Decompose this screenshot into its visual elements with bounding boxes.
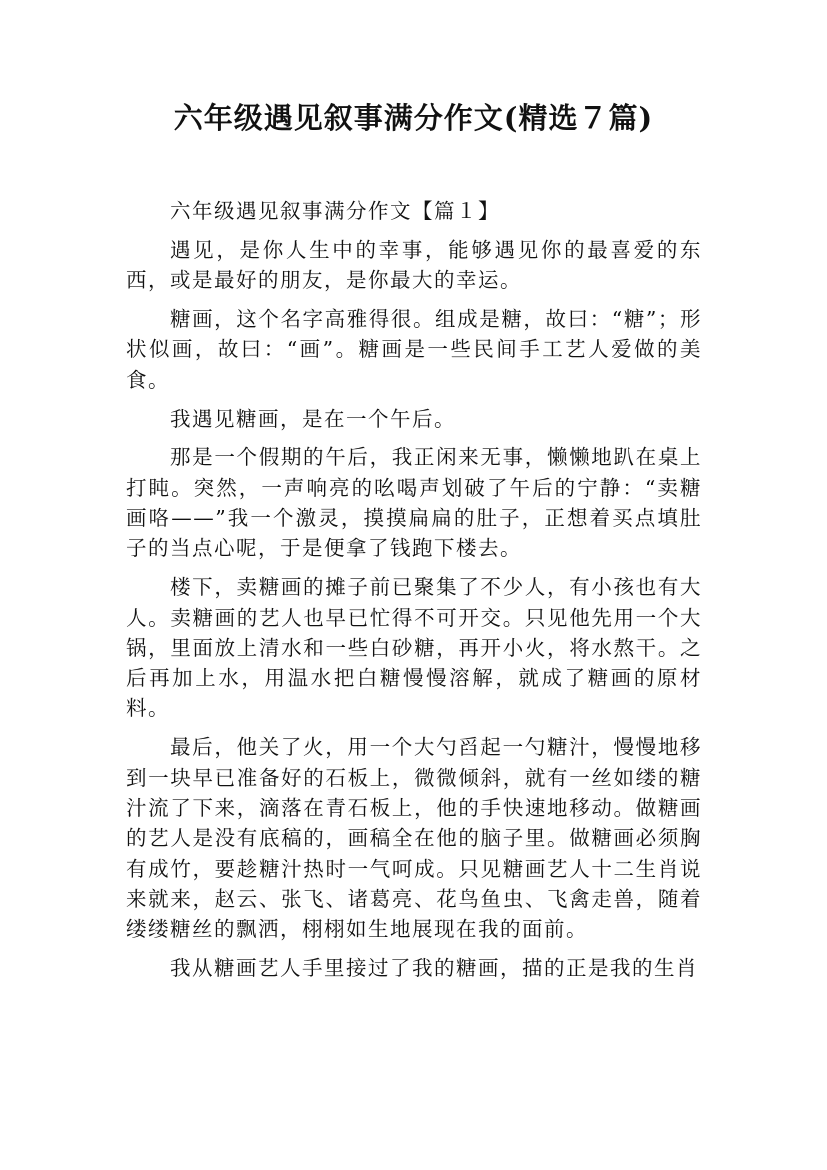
paragraph: 楼下，卖糖画的摊子前已聚集了不少人，有小孩也有大人。卖糖画的艺人也早已忙得不可开交。只见他先用一个大锅，里面放上清水和一些白砂糖，再开小火，将水熬干。之后再加上水，用温水把白糖慢慢溶解，就成了糖画的原材料。	[126, 575, 702, 721]
paragraph: 我遇见糖画，是在一个午后。	[170, 406, 456, 431]
paragraph: 糖画，这个名字高雅得很。组成是糖，故曰：“糖”；形状似画，故曰：“画”。糖画是一些民间手工艺人爱做的美食。	[126, 307, 702, 392]
section-heading: 六年级遇见叙事满分作文【篇１】	[170, 199, 500, 223]
document-body	[126, 196, 702, 992]
document-title: 六年级遇见叙事满分作文(精选７篇)	[173, 101, 654, 135]
paragraph: 我从糖画艺人手里接过了我的糖画，描的正是我的生肖	[170, 955, 698, 980]
paragraph: 最后，他关了火，用一个大勺舀起一勺糖汁，慢慢地移到一块早已准备好的石板上，微微倾斜，就有一丝如缕的糖汁流了下来，滴落在青石板上，他的手快速地移动。做糖画的艺人是没有底稿的，画稿全在他的脑子里。做糖画必须胸有成竹，要趁糖汁热时一气呵成。只见糖画艺人十二生肖说来就来，赵云、张飞、诸葛亮、花鸟鱼虫、飞禽走兽，随着缕缕糖丝的飘洒，栩栩如生地展现在我的面前。	[126, 735, 702, 942]
paragraph: 遇见，是你人生中的幸事，能够遇见你的最喜爱的东西，或是最好的朋友，是你最大的幸运。	[126, 237, 702, 293]
paragraph: 那是一个假期的午后，我正闲来无事，懒懒地趴在桌上打盹。突然，一声响亮的吆喝声划破了午后的宁静：“卖糖画咯——”我一个激灵，摸摸扁扁的肚子，正想着买点填肚子的当点心呢，于是便拿了钱跑下楼去。	[126, 445, 702, 561]
